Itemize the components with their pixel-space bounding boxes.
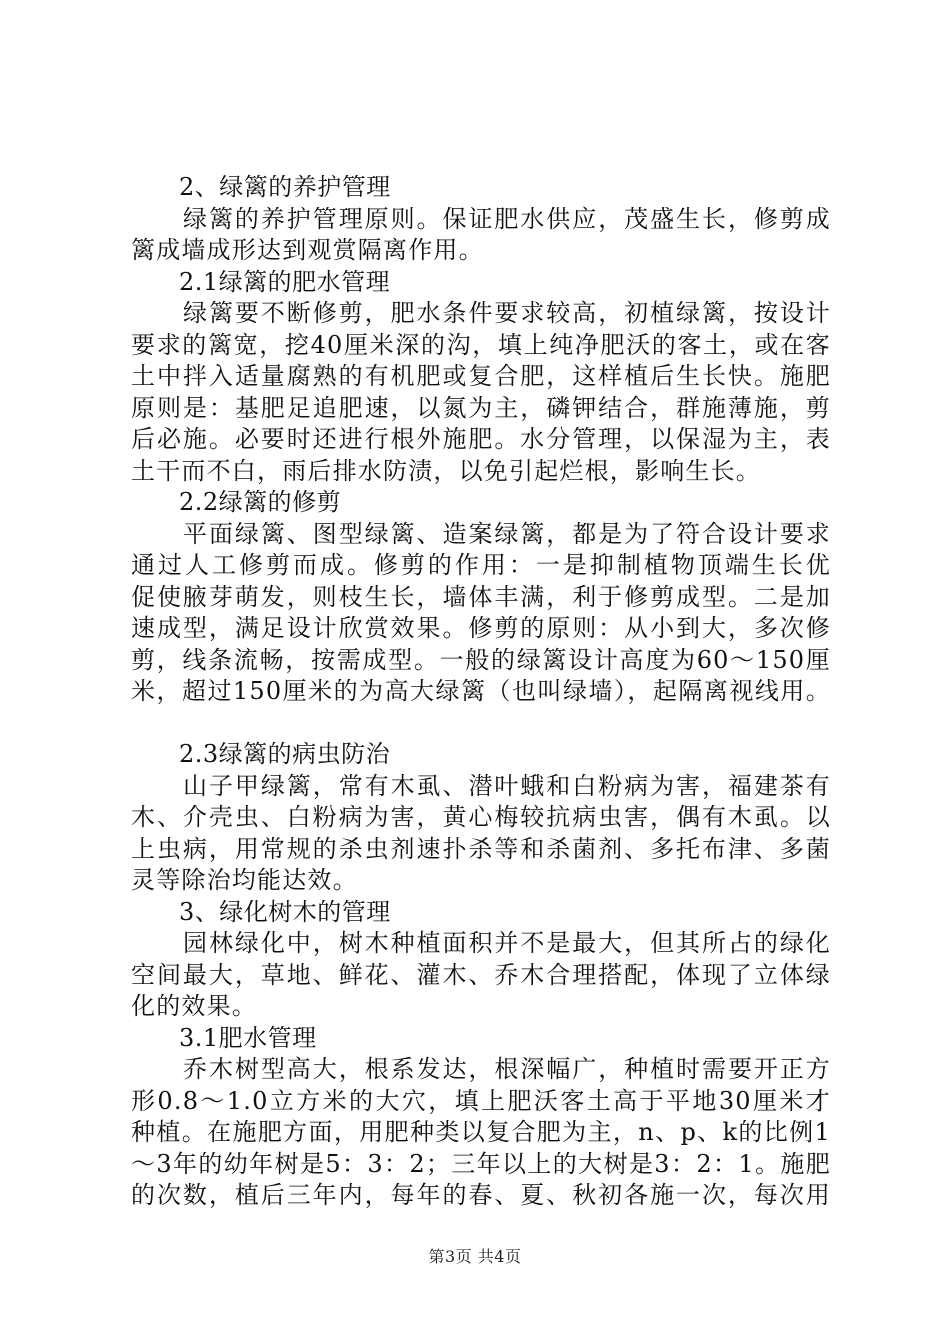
paragraph-line: 空间最大，草地、鲜花、灌木、乔木合理搭配，体现了立体绿 [131, 960, 831, 989]
paragraph-line: 乔木树型高大，根系发达，根深幅广，种植时需要开正方 [183, 1055, 831, 1083]
paragraph-line: 平面绿篱、图型绿篱、造案绿篱，都是为了符合设计要求 [183, 519, 831, 548]
paragraph-line: 速成型，满足设计欣赏效果。修剪的原则：从小到大，多次修 [131, 614, 831, 642]
paragraph-line: 后必施。必要时还进行根外施肥。水分管理，以保湿为主，表 [131, 425, 831, 453]
paragraph-line: 上虫病，用常规的杀虫剂速扑杀等和杀菌剂、多托布津、多菌 [131, 834, 831, 863]
section-heading-2-2: 2.2绿篱的修剪 [179, 488, 342, 516]
section-heading-3-1: 3.1肥水管理 [179, 1023, 317, 1052]
paragraph-line: 绿篱要不断修剪，肥水条件要求较高，初植绿篱，按设计 [183, 299, 831, 327]
paragraph-line: 绿篱的养护管理原则。保证肥水供应，茂盛生长，修剪成 [183, 204, 831, 233]
paragraph-line: 山子甲绿篱，常有木虱、潜叶蛾和白粉病为害，福建茶有 [183, 771, 831, 800]
paragraph-line: 化的效果。 [131, 992, 257, 1020]
paragraph-line: 木、介壳虫、白粉病为害，黄心梅较抗病虫害，偶有木虱。以 [131, 803, 831, 831]
paragraph-line: 土干而不白，雨后排水防渍，以免引起烂根，影响生长。 [131, 456, 761, 485]
paragraph-line: 要求的篱宽，挖40厘米深的沟，填上纯净肥沃的客土，或在客 [131, 330, 831, 359]
section-heading-2-3: 2.3绿篱的病虫防治 [179, 740, 391, 768]
paragraph-line: 米，超过150厘米的为高大绿篱（也叫绿墙），起隔离视线用。 [131, 677, 831, 705]
paragraph-line: 促使腋芽萌发，则枝生长，墙体丰满，利于修剪成型。二是加 [131, 582, 831, 611]
paragraph-line: ～3年的幼年树是5：3：2；三年以上的大树是3：2：1。施肥 [131, 1149, 831, 1178]
paragraph-line: 的次数，植后三年内，每年的春、夏、秋初各施一次，每次用 [131, 1181, 831, 1209]
paragraph-line: 篱成墙成形达到观赏隔离作用。 [131, 236, 484, 264]
paragraph-line: 种植。在施肥方面，用肥种类以复合肥为主，n、p、k的比例1 [131, 1118, 831, 1146]
paragraph-line: 原则是：基肥足追肥速，以氮为主，磷钾结合，群施薄施，剪 [131, 393, 831, 422]
blank-line [131, 708, 831, 740]
section-heading-2: 2、绿篱的养护管理 [179, 173, 391, 201]
page-footer: 第3页 共4页 [428, 1247, 522, 1266]
paragraph-line: 剪，线条流畅，按需成型。一般的绿篱设计高度为60～150厘 [131, 645, 831, 674]
paragraph-line: 土中拌入适量腐熟的有机肥或复合肥，这样植后生长快。施肥 [131, 362, 831, 390]
paragraph-line: 园林绿化中，树木种植面积并不是最大，但其所占的绿化 [183, 929, 831, 957]
paragraph-line: 形0.8～1.0立方米的大穴，填上肥沃客土高于平地30厘米才 [131, 1086, 831, 1115]
section-heading-3: 3、绿化树木的管理 [179, 897, 391, 926]
document-body [131, 172, 831, 1212]
section-heading-2-1: 2.1绿篱的肥水管理 [179, 267, 391, 296]
paragraph-line: 通过人工修剪而成。修剪的作用：一是抑制植物顶端生长优 [131, 551, 831, 579]
paragraph-line: 灵等除治均能达效。 [131, 866, 358, 894]
